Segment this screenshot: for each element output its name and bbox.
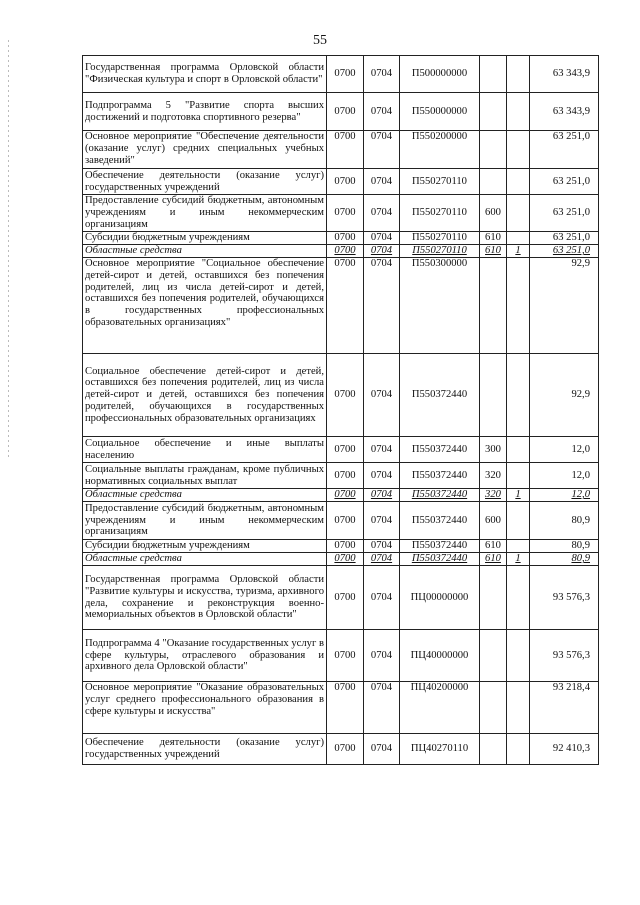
- row-name-cell: Основное мероприятие "Обеспечение деятельности (оказание услуг) средних специальных учебных заведений": [83, 131, 327, 169]
- section-code-cell: 0700: [327, 437, 364, 463]
- source-code-cell: 1: [507, 489, 530, 502]
- source-code-cell: [507, 463, 530, 489]
- section-code-cell: 0700: [327, 553, 364, 566]
- row-name-cell: Подпрограмма 5 "Развитие спорта высших достижений и подготовка спортивного резерва": [83, 93, 327, 131]
- budget-table: [82, 55, 599, 765]
- target-code-cell: П550372440: [400, 540, 480, 553]
- amount-cell: 80,9: [530, 502, 599, 540]
- target-code-cell: П550270110: [400, 245, 480, 258]
- section-code-cell: 0700: [327, 463, 364, 489]
- target-code-cell: П550000000: [400, 93, 480, 131]
- target-code-cell: П550270110: [400, 232, 480, 245]
- section-code-cell: 0700: [327, 56, 364, 93]
- source-code-cell: [507, 195, 530, 232]
- subsection-code-cell: 0704: [364, 354, 400, 437]
- target-code-cell: П550372440: [400, 354, 480, 437]
- target-code-cell: П550372440: [400, 463, 480, 489]
- source-code-cell: [507, 682, 530, 734]
- section-code-cell: 0700: [327, 245, 364, 258]
- subsection-code-cell: 0704: [364, 502, 400, 540]
- amount-cell: 80,9: [530, 553, 599, 566]
- page-number: 55: [313, 33, 327, 48]
- amount-cell: 63 251,0: [530, 232, 599, 245]
- source-code-cell: [507, 232, 530, 245]
- source-code-cell: [507, 131, 530, 169]
- amount-cell: 63 251,0: [530, 195, 599, 232]
- amount-cell: 92,9: [530, 258, 599, 354]
- target-code-cell: П550372440: [400, 489, 480, 502]
- expense-type-cell: 600: [480, 502, 507, 540]
- section-code-cell: 0700: [327, 566, 364, 630]
- row-name-cell: Предоставление субсидий бюджетным, автономным учреждениям и иным некоммерческим организациям: [83, 502, 327, 540]
- source-code-cell: [507, 540, 530, 553]
- amount-cell: 93 218,4: [530, 682, 599, 734]
- expense-type-cell: 610: [480, 553, 507, 566]
- source-code-cell: [507, 354, 530, 437]
- table-row: [83, 540, 599, 553]
- expense-type-cell: [480, 630, 507, 682]
- target-code-cell: ПЦ40000000: [400, 630, 480, 682]
- source-code-cell: [507, 56, 530, 93]
- subsection-code-cell: 0704: [364, 437, 400, 463]
- target-code-cell: П550270110: [400, 195, 480, 232]
- source-code-cell: 1: [507, 245, 530, 258]
- target-code-cell: П500000000: [400, 56, 480, 93]
- expense-type-cell: [480, 566, 507, 630]
- target-code-cell: П550372440: [400, 553, 480, 566]
- table-row: [83, 131, 599, 169]
- subsection-code-cell: 0704: [364, 553, 400, 566]
- section-code-cell: 0700: [327, 540, 364, 553]
- subsection-code-cell: 0704: [364, 232, 400, 245]
- source-code-cell: [507, 258, 530, 354]
- section-code-cell: 0700: [327, 232, 364, 245]
- expense-type-cell: 600: [480, 195, 507, 232]
- table-row: [83, 489, 599, 502]
- table-row: [83, 232, 599, 245]
- source-code-cell: [507, 169, 530, 195]
- table-row: [83, 195, 599, 232]
- amount-cell: 92,9: [530, 354, 599, 437]
- table-row: [83, 566, 599, 630]
- subsection-code-cell: 0704: [364, 734, 400, 765]
- amount-cell: 93 576,3: [530, 566, 599, 630]
- target-code-cell: П550372440: [400, 437, 480, 463]
- source-code-cell: [507, 734, 530, 765]
- table-row: [83, 354, 599, 437]
- expense-type-cell: [480, 56, 507, 93]
- amount-cell: 92 410,3: [530, 734, 599, 765]
- subsection-code-cell: 0704: [364, 245, 400, 258]
- row-name-cell: Обеспечение деятельности (оказание услуг) государственных учреждений: [83, 169, 327, 195]
- subsection-code-cell: 0704: [364, 131, 400, 169]
- row-name-cell: Областные средства: [83, 489, 327, 502]
- subsection-code-cell: 0704: [364, 169, 400, 195]
- table-row: [83, 437, 599, 463]
- expense-type-cell: 320: [480, 489, 507, 502]
- expense-type-cell: [480, 258, 507, 354]
- row-name-cell: Предоставление субсидий бюджетным, автономным учреждениям и иным некоммерческим организациям: [83, 195, 327, 232]
- amount-cell: 80,9: [530, 540, 599, 553]
- section-code-cell: 0700: [327, 734, 364, 765]
- source-code-cell: [507, 630, 530, 682]
- row-name-cell: Государственная программа Орловской области "Развитие культуры и искусства, туризма, архивного дела, сохранение и реконструкция военно-мемориальных объектов в Орловской области": [83, 566, 327, 630]
- expense-type-cell: [480, 169, 507, 195]
- row-name-cell: Обеспечение деятельности (оказание услуг) государственных учреждений: [83, 734, 327, 765]
- subsection-code-cell: 0704: [364, 463, 400, 489]
- target-code-cell: ПЦ00000000: [400, 566, 480, 630]
- row-name-cell: Социальное обеспечение и иные выплаты населению: [83, 437, 327, 463]
- table-row: [83, 553, 599, 566]
- table-row: [83, 93, 599, 131]
- section-code-cell: 0700: [327, 258, 364, 354]
- row-name-cell: Социальное обеспечение детей-сирот и детей, оставшихся без попечения родителей, лиц из числа детей-сирот и детей, оставшихся без попечения родителей, обучающихся в государственных профессиональных образовательных организациях: [83, 354, 327, 437]
- row-name-cell: Государственная программа Орловской области "Физическая культура и спорт в Орловской области": [83, 56, 327, 93]
- subsection-code-cell: 0704: [364, 258, 400, 354]
- amount-cell: 63 251,0: [530, 169, 599, 195]
- subsection-code-cell: 0704: [364, 540, 400, 553]
- amount-cell: 63 343,9: [530, 93, 599, 131]
- section-code-cell: 0700: [327, 131, 364, 169]
- table-row: [83, 245, 599, 258]
- section-code-cell: 0700: [327, 502, 364, 540]
- row-name-cell: Субсидии бюджетным учреждениям: [83, 232, 327, 245]
- expense-type-cell: 610: [480, 245, 507, 258]
- expense-type-cell: [480, 734, 507, 765]
- subsection-code-cell: 0704: [364, 93, 400, 131]
- amount-cell: 93 576,3: [530, 630, 599, 682]
- source-code-cell: [507, 437, 530, 463]
- amount-cell: 12,0: [530, 463, 599, 489]
- target-code-cell: ПЦ40200000: [400, 682, 480, 734]
- expense-type-cell: [480, 354, 507, 437]
- table-row: [83, 734, 599, 765]
- expense-type-cell: [480, 93, 507, 131]
- expense-type-cell: 610: [480, 232, 507, 245]
- section-code-cell: 0700: [327, 354, 364, 437]
- table-row: [83, 502, 599, 540]
- row-name-cell: Социальные выплаты гражданам, кроме публичных нормативных социальных выплат: [83, 463, 327, 489]
- expense-type-cell: [480, 682, 507, 734]
- section-code-cell: 0700: [327, 195, 364, 232]
- expense-type-cell: 300: [480, 437, 507, 463]
- source-code-cell: [507, 93, 530, 131]
- target-code-cell: ПЦ40270110: [400, 734, 480, 765]
- table-row: [83, 56, 599, 93]
- target-code-cell: П550372440: [400, 502, 480, 540]
- section-code-cell: 0700: [327, 682, 364, 734]
- row-name-cell: Основное мероприятие "Оказание образовательных услуг среднего профессионального образования в сфере культуры и искусства": [83, 682, 327, 734]
- amount-cell: 12,0: [530, 437, 599, 463]
- target-code-cell: П550270110: [400, 169, 480, 195]
- table-row: [83, 463, 599, 489]
- amount-cell: 12,0: [530, 489, 599, 502]
- section-code-cell: 0700: [327, 489, 364, 502]
- subsection-code-cell: 0704: [364, 682, 400, 734]
- target-code-cell: П550200000: [400, 131, 480, 169]
- row-name-cell: Подпрограмма 4 "Оказание государственных услуг в сфере культуры, отраслевого образования и архивного дела Орловской области": [83, 630, 327, 682]
- subsection-code-cell: 0704: [364, 56, 400, 93]
- table-row: [83, 258, 599, 354]
- subsection-code-cell: 0704: [364, 566, 400, 630]
- expense-type-cell: [480, 131, 507, 169]
- source-code-cell: [507, 566, 530, 630]
- target-code-cell: П550300000: [400, 258, 480, 354]
- expense-type-cell: 610: [480, 540, 507, 553]
- source-code-cell: 1: [507, 553, 530, 566]
- amount-cell: 63 343,9: [530, 56, 599, 93]
- scan-edge-mark: [8, 40, 9, 460]
- table-body: [83, 56, 599, 765]
- row-name-cell: Субсидии бюджетным учреждениям: [83, 540, 327, 553]
- section-code-cell: 0700: [327, 630, 364, 682]
- subsection-code-cell: 0704: [364, 630, 400, 682]
- table-row: [83, 630, 599, 682]
- row-name-cell: Областные средства: [83, 553, 327, 566]
- row-name-cell: Областные средства: [83, 245, 327, 258]
- expense-type-cell: 320: [480, 463, 507, 489]
- subsection-code-cell: 0704: [364, 489, 400, 502]
- section-code-cell: 0700: [327, 169, 364, 195]
- subsection-code-cell: 0704: [364, 195, 400, 232]
- section-code-cell: 0700: [327, 93, 364, 131]
- table-row: [83, 169, 599, 195]
- source-code-cell: [507, 502, 530, 540]
- amount-cell: 63 251,0: [530, 245, 599, 258]
- amount-cell: 63 251,0: [530, 131, 599, 169]
- table-row: [83, 682, 599, 734]
- row-name-cell: Основное мероприятие "Социальное обеспечение детей-сирот и детей, оставшихся без попечения родителей, лиц из числа детей-сирот и детей, оставшихся без попечения родителей, обучающихся в государственных профессиональных образовательных организациях": [83, 258, 327, 354]
